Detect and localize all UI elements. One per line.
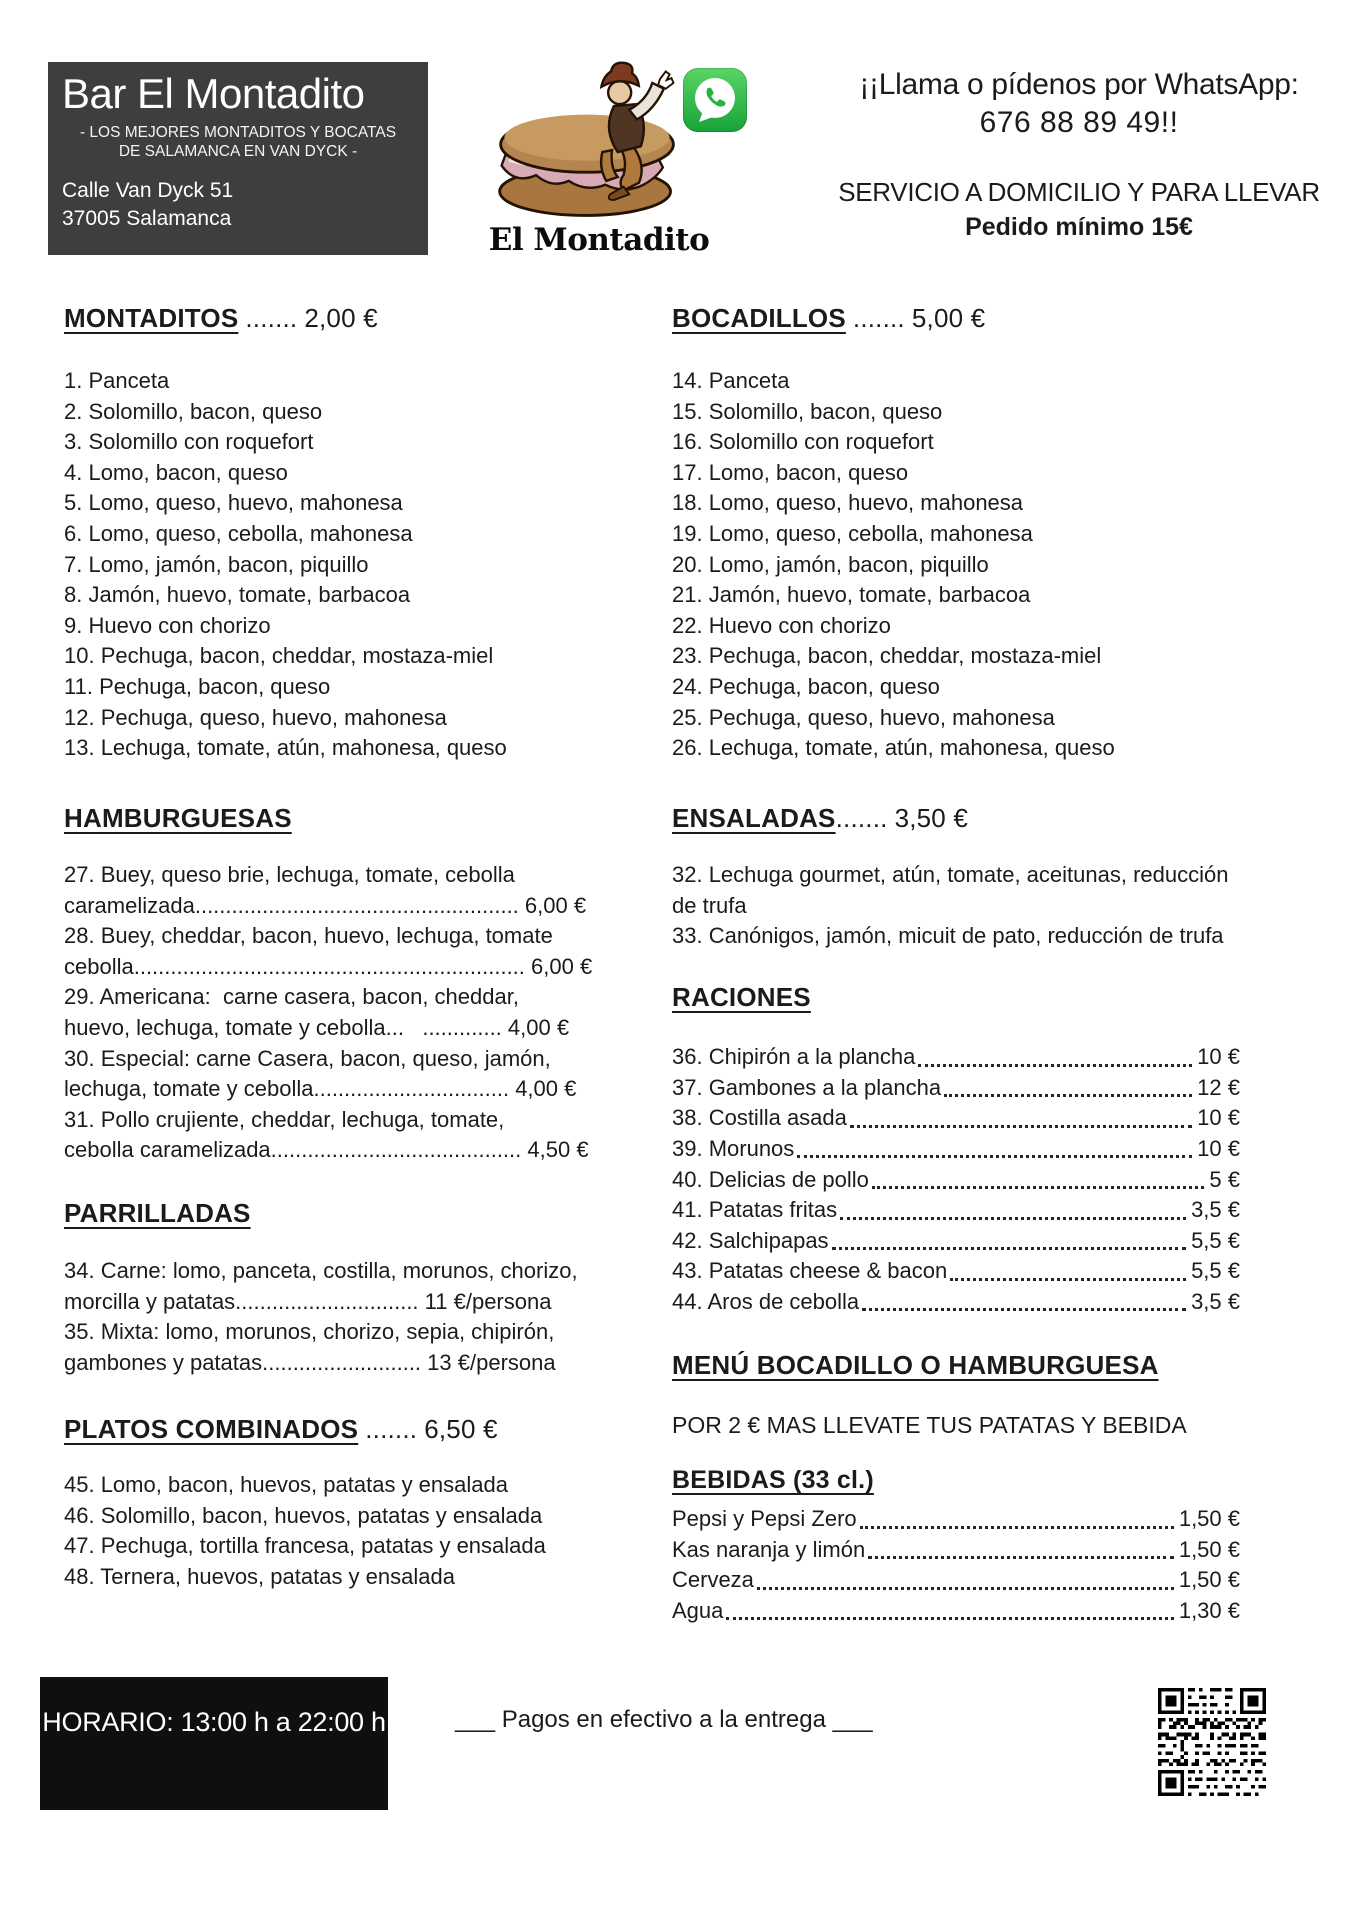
section-header-ensaladas <box>672 803 968 834</box>
section-header-parrilladas <box>64 1198 251 1229</box>
section-title: BOCADILLOS <box>672 303 846 333</box>
whatsapp-icon <box>683 68 747 132</box>
menu-item: 25. Pechuga, queso, huevo, mahonesa <box>672 704 1055 730</box>
item-name: 43. Patatas cheese & bacon <box>672 1258 948 1284</box>
dotted-leader <box>918 1064 1192 1067</box>
contact-block <box>812 68 1346 242</box>
minimum-order-text: Pedido mínimo 15€ <box>965 213 1193 241</box>
menu-item: 26. Lechuga, tomate, atún, mahonesa, queso <box>672 735 1115 761</box>
page-title: Bar El Montadito <box>62 70 365 117</box>
menu-item: 8. Jamón, huevo, tomate, barbacoa <box>64 582 411 608</box>
item-name: 39. Morunos <box>672 1136 795 1162</box>
item-name: Pepsi y Pepsi Zero <box>672 1506 857 1532</box>
menu-item-line: 27. Buey, queso brie, lechuga, tomate, cebolla <box>64 862 515 887</box>
section-title: MENÚ BOCADILLO O HAMBURGUESA <box>672 1350 1159 1380</box>
dotted-leader <box>860 1526 1174 1529</box>
menu-item-row <box>672 1504 1240 1535</box>
menu-item: 5. Lomo, queso, huevo, mahonesa <box>64 490 403 516</box>
item-name: 36. Chipirón a la plancha <box>672 1044 916 1070</box>
menu-item: 9. Huevo con chorizo <box>64 612 271 638</box>
cowboy-sandwich-illustration <box>487 58 712 226</box>
item-name: 37. Gambones a la plancha <box>672 1074 942 1100</box>
section-header-montaditos <box>64 303 378 334</box>
menu-item: 17. Lomo, bacon, queso <box>672 459 909 485</box>
menu-item: 45. Lomo, bacon, huevos, patatas y ensalada <box>64 1472 508 1497</box>
menu-item: 18. Lomo, queso, huevo, mahonesa <box>672 490 1024 516</box>
menu-item: 6. Lomo, queso, cebolla, mahonesa <box>64 520 413 546</box>
section-price: 6,50 € <box>424 1414 498 1444</box>
menu-item-row <box>672 1042 1240 1073</box>
montaditos-list <box>64 366 507 764</box>
section-title: HAMBURGUESAS <box>64 803 292 833</box>
menu-item: 7. Lomo, jamón, bacon, piquillo <box>64 551 369 577</box>
item-name: 44. Aros de cebolla <box>672 1289 860 1315</box>
menu-item-line: 30. Especial: carne Casera, bacon, queso, jamón, <box>64 1045 551 1071</box>
leader-dots: ....... <box>365 1414 418 1444</box>
section-title: PLATOS COMBINADOS <box>64 1414 359 1444</box>
menu-item-row <box>672 1103 1240 1134</box>
bebidas-list <box>672 1504 1240 1626</box>
section-price: 2,00 € <box>304 303 378 333</box>
item-price: 1,30 € <box>1178 1598 1240 1624</box>
menu-item-row <box>672 1596 1240 1627</box>
section-header-bebidas <box>672 1466 874 1495</box>
combo-offer-text: POR 2 € MAS LLEVATE TUS PATATAS Y BEBIDA <box>672 1412 1187 1438</box>
menu-item: 15. Solomillo, bacon, queso <box>672 398 943 424</box>
item-price: 10 € <box>1197 1105 1240 1131</box>
item-price: 3,5 € <box>1191 1289 1240 1315</box>
menu-item-line: 31. Pollo crujiente, cheddar, lechuga, tomate, <box>64 1106 505 1132</box>
section-title: BEBIDAS (33 cl.) <box>672 1466 874 1494</box>
item-name: Kas naranja y limón <box>672 1536 866 1562</box>
item-price: 1,50 € <box>1178 1506 1240 1532</box>
hamburguesas-list <box>64 860 592 1166</box>
menu-item: 24. Pechuga, bacon, queso <box>672 673 940 699</box>
dotted-leader <box>797 1155 1192 1158</box>
menu-item: 19. Lomo, queso, cebolla, mahonesa <box>672 520 1033 546</box>
payment-note: ___ Pagos en efectivo a la entrega ___ <box>455 1706 873 1733</box>
item-name: 38. Costilla asada <box>672 1105 847 1131</box>
logo <box>483 58 715 273</box>
dotted-leader <box>868 1556 1174 1559</box>
dotted-leader <box>872 1186 1205 1189</box>
menu-item: 16. Solomillo con roquefort <box>672 429 934 455</box>
dotted-leader <box>850 1125 1192 1128</box>
dotted-leader <box>862 1308 1186 1311</box>
service-text: SERVICIO A DOMICILIO Y PARA LLEVAR <box>838 177 1320 207</box>
section-header-platos-combinados <box>64 1414 498 1445</box>
menu-item-row <box>672 1073 1240 1104</box>
section-header-hamburguesas <box>64 803 292 834</box>
item-price: 1,50 € <box>1178 1567 1240 1593</box>
dotted-leader <box>944 1094 1192 1097</box>
menu-item: 22. Huevo con chorizo <box>672 612 891 638</box>
menu-item-line: 35. Mixta: lomo, morunos, chorizo, sepia, chipirón, <box>64 1319 555 1345</box>
leader-dots: ....... <box>835 803 888 833</box>
menu-item-line: 28. Buey, cheddar, bacon, huevo, lechuga, tomate <box>64 923 553 949</box>
menu-item-line: gambones y patatas.......................... 13 €/persona <box>64 1349 556 1375</box>
dotted-leader <box>832 1247 1187 1250</box>
header-box <box>48 62 428 255</box>
item-price: 5,5 € <box>1191 1227 1240 1253</box>
menu-item: 10. Pechuga, bacon, cheddar, mostaza-miel <box>64 643 494 669</box>
menu-item-row <box>672 1226 1240 1257</box>
menu-item: 20. Lomo, jamón, bacon, piquillo <box>672 551 989 577</box>
menu-item: 13. Lechuga, tomate, atún, mahonesa, queso <box>64 735 507 761</box>
section-price: 5,00 € <box>911 303 986 333</box>
section-header-bocadillos <box>672 303 985 334</box>
section-header-menu-combo <box>672 1350 1159 1381</box>
menu-item: 14. Panceta <box>672 368 790 393</box>
item-price: 3,5 € <box>1191 1197 1240 1223</box>
leader-dots: ....... <box>852 303 905 333</box>
menu-item: 11. Pechuga, bacon, queso <box>64 673 331 699</box>
menu-item: 48. Ternera, huevos, patatas y ensalada <box>64 1563 455 1589</box>
menu-item: 21. Jamón, huevo, tomate, barbacoa <box>672 582 1031 608</box>
menu-item-row <box>672 1535 1240 1566</box>
menu-item: 12. Pechuga, queso, huevo, mahonesa <box>64 704 447 730</box>
item-price: 10 € <box>1197 1044 1240 1070</box>
section-header-raciones <box>672 982 811 1013</box>
menu-item-row <box>672 1256 1240 1287</box>
page-subtitle: - LOS MEJORES MONTADITOS Y BOCATAS DE SALAMANCA EN VAN DYCK - <box>79 124 397 160</box>
menu-item-line: 29. Americana: carne casera, bacon, cheddar, <box>64 984 519 1010</box>
menu-item: 46. Solomillo, bacon, huevos, patatas y ensalada <box>64 1502 543 1528</box>
section-title: PARRILLADAS <box>64 1198 251 1228</box>
menu-item-line: caramelizada..................................................... 6,00 € <box>64 892 587 918</box>
section-price: 3,50 € <box>894 803 969 833</box>
item-name: 40. Delicias de pollo <box>672 1166 869 1192</box>
item-name: 42. Salchipapas <box>672 1227 829 1253</box>
hours-box <box>40 1677 388 1810</box>
dotted-leader <box>757 1587 1174 1590</box>
opening-hours: HORARIO: 13:00 h a 22:00 h <box>42 1707 386 1737</box>
logo-wordmark: El Montadito <box>488 222 710 258</box>
menu-item-line: huevo, lechuga, tomate y cebolla... ............. 4,00 € <box>64 1014 570 1040</box>
raciones-list <box>672 1042 1240 1317</box>
menu-item-line: lechuga, tomate y cebolla................................ 4,00 € <box>64 1076 577 1102</box>
qr-code <box>1158 1688 1266 1796</box>
menu-item-line: de trufa <box>672 892 747 918</box>
menu-item-row <box>672 1134 1240 1165</box>
menu-item-row <box>672 1287 1240 1318</box>
menu-item: 1. Panceta <box>64 368 170 393</box>
item-price: 1,50 € <box>1178 1536 1240 1562</box>
section-title: RACIONES <box>672 982 811 1012</box>
leader-dots: ....... <box>245 303 298 333</box>
section-title: MONTADITOS <box>64 303 239 333</box>
dotted-leader <box>840 1217 1186 1220</box>
menu-item: 2. Solomillo, bacon, queso <box>64 398 323 424</box>
dotted-leader <box>950 1278 1186 1281</box>
menu-item-line: 34. Carne: lomo, panceta, costilla, morunos, chorizo, <box>64 1258 578 1283</box>
item-price: 12 € <box>1197 1074 1240 1100</box>
bocadillos-list <box>672 366 1115 764</box>
phone-number: 676 88 89 49!! <box>979 106 1179 139</box>
ensaladas-list <box>672 860 1228 952</box>
menu-item-line: 32. Lechuga gourmet, atún, tomate, aceitunas, reducción <box>672 862 1229 887</box>
parrilladas-list <box>64 1256 578 1378</box>
item-name: 41. Patatas fritas <box>672 1197 838 1223</box>
menu-item-row <box>672 1164 1240 1195</box>
address <box>62 177 428 233</box>
whatsapp-call-text: ¡¡Llama o pídenos por WhatsApp: <box>859 68 1299 101</box>
item-name: Cerveza <box>672 1567 754 1593</box>
address-line2: 37005 Salamanca <box>62 207 232 230</box>
menu-item-line: 33. Canónigos, jamón, micuit de pato, reducción de trufa <box>672 923 1224 949</box>
dotted-leader <box>726 1617 1173 1620</box>
menu-item-line: cebolla caramelizada......................................... 4,50 € <box>64 1137 589 1163</box>
item-price: 5,5 € <box>1191 1258 1240 1284</box>
menu-item: 23. Pechuga, bacon, cheddar, mostaza-miel <box>672 643 1102 669</box>
address-line1: Calle Van Dyck 51 <box>62 179 234 202</box>
menu-item: 4. Lomo, bacon, queso <box>64 459 288 485</box>
menu-item: 47. Pechuga, tortilla francesa, patatas y ensalada <box>64 1533 546 1559</box>
item-price: 5 € <box>1209 1166 1240 1192</box>
item-price: 10 € <box>1197 1136 1240 1162</box>
menu-item: 3. Solomillo con roquefort <box>64 429 314 455</box>
platos-combinados-list <box>64 1470 546 1592</box>
item-name: Agua <box>672 1598 724 1624</box>
menu-item-line: cebolla................................................................ 6,00 € <box>64 953 593 979</box>
menu-item-line: morcilla y patatas.............................. 11 €/persona <box>64 1288 552 1314</box>
menu-item-row <box>672 1565 1240 1596</box>
section-title: ENSALADAS <box>672 803 836 833</box>
menu-item-row <box>672 1195 1240 1226</box>
